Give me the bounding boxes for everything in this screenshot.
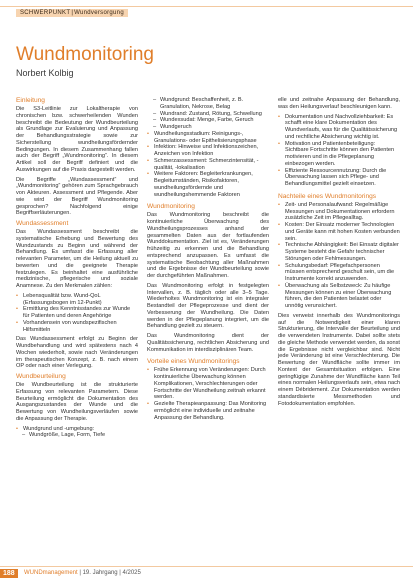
paragraph: Die Begriffe „Wundassessment“ und „Wundmonitoring“ gehören zum Sprachgebrauch von Akteuren. Assessment und Pflegende. Aber wie wird der Begriff Wundmonitoring gesprochen? Nachfolgend einige Begriffserläuterungen. — [16, 176, 138, 217]
section-separator: | — [71, 10, 74, 16]
bullet-list — [16, 426, 138, 440]
page-number: 188 — [0, 569, 18, 578]
paragraph: Dies verweist innerhalb des Wundmonitorings auf die Notwendigkeit einer klaren Strukturierung, die Intervalle der Beurteilung und die verwendeten Instrumente. Dabei sollte stets die gleiche Methode verwendet werden, da sonst die Ergebnisse nicht vergleichbar sind. Nicht jede Veränderung ist eine Verschlechterung. Die Bewertung der Wundfläche sollte immer im Kontext der Gesamtsituation erfolgen. Eine geringfügige Zunahme der Wundfläche kann Teil eines normalen Heilungsverlaufs sein, etwa nach einem Débridement. Zur Dokumentation werden standardisierte Messmethoden und Fotodokumentation empfohlen. — [278, 312, 400, 407]
top-rule — [0, 6, 413, 7]
list-item: • Technische Abhängigkeit: Bei Einsatz digitaler Systeme besteht die Gefahr technischer Störungen oder Fehlmessungen. — [278, 242, 400, 262]
list-item: • Vorhandensein von wundspezifischen Hilfsmitteln — [16, 320, 138, 334]
list-item: • Effiziente Ressourcennutzung: Durch die Überwachung lassen sich Pflege- und Behandlungsmittel gezielt einsetzen. — [278, 168, 400, 188]
list-item: • Lebensqualität bzw. Wund-QoL (Erfassungsbogen im 12-Punkt) — [16, 293, 138, 307]
sub-list-item: – Wundexsudat: Menge, Farbe, Geruch — [147, 117, 269, 124]
text-column-2 — [147, 97, 269, 424]
section-heading: Wundmonitoring — [147, 203, 195, 211]
section-heading: Einleitung — [16, 97, 45, 104]
list-item: • Überwachung als Selbstzweck: Zu häufige Messungen können zu einer Überwachung führen, die den Patienten belastet oder unnötig verunsichert. — [278, 283, 400, 310]
list-item: • Weitere Faktoren: Begleiterkrankungen, Begleitumständen, Risikofaktoren, wundheilungsfördernde und wundheilungshemmende Faktoren — [147, 171, 269, 198]
section-heading: Vorteile eines Wundmonitorings — [147, 358, 240, 366]
list-item: • Gezielte Therapieanpassung: Das Monitoring ermöglicht eine individuelle und zeitnahe Anpassung der Behandlung. — [147, 401, 269, 421]
list-item: • Wundheilungsstadium: Reinigungs-, Granulations- oder Epithelisierungsphase — [147, 131, 269, 145]
section-label: SCHWERPUNKT — [20, 10, 71, 16]
list-item: • Wundgrund und -umgebung: — [16, 426, 138, 433]
paragraph: Das Wundmonitoring beschreibt die kontinuierliche Überwachung des Wundheilungsprozesses anhand der gesammelten Daten aus der fortlaufenden Wunddokumentation. Ziel ist es, Veränderungen frühzeitig zu erkennen und die Behandlung entsprechend anzupassen. Es umfasst die systematische Beobachtung aller Maßnahmen und die Ergebnisse der Wundbeurteilung sowie der durchgeführten Maßnahmen. — [147, 212, 269, 279]
sub-list-item: – Wundrand: Zustand, Rötung, Schwellung — [147, 111, 269, 118]
sub-list-item: – Wundgeruch — [147, 124, 269, 131]
paragraph: Die Wundbeurteilung ist die strukturierte Erfassung von relevanten Parametern. Diese Beurteilung ermöglicht die Dokumentation des Ausgangszustandes der Wunde und die Bewertung von Wundheilungsverläufen sowie die Anpassung der Therapie. — [16, 382, 138, 422]
paragraph: Das Wundassessment beschreibt die systematische Erhebung und Bewertung des Wundzustands zu Beginn und während der Behandlung. Es umfasst die Erfassung aller relevanten Parameter, um die Heilung aktuell zu bewerten und die geeignete Therapie festzulegen. Es beinhaltet eine ausführliche medizinische, pflegerische und soziale Anamnese. Zu den Merkmalen zählen: — [16, 229, 138, 289]
list-item: • Frühe Erkennung von Veränderungen: Durch kontinuierliche Überwachung können Komplikationen, Verschlechterungen oder Fortschritte der Wundheilung zeitnah erkannt werden. — [147, 367, 269, 401]
list-item: • Ermittlung des Kenntnisstandes zur Wunde für Patienten und deren Angehörige — [16, 306, 138, 320]
list-item: • Schmerzassessment: Schmerzintensität, -qualität, -lokalisation — [147, 158, 269, 172]
section-tag — [16, 9, 128, 17]
topic-label: Wundversorgung — [74, 10, 124, 16]
sub-list-item: – Wundgrund: Beschaffenheit, z. B. Granulation, Nekrose, Belag — [147, 97, 269, 111]
article-author: Norbert Kolbig — [16, 68, 74, 78]
list-item: • Zeit- und Personalaufwand: Regelmäßige Messungen und Dokumentationen erfordern zusätzliche Zeit im Pflegealltag. — [278, 202, 400, 222]
paragraph: elle und zeitnahe Anpassung der Behandlung, was den Heilungsverlauf beschleunigen kann. — [278, 97, 400, 110]
journal-name: WUNDmanagement — [24, 570, 78, 576]
bullet-list — [147, 367, 269, 421]
paragraph: Die S3-Leitlinie zur Lokaltherapie von chronischen bzw. schwerheilenden Wunden beschreibt die Bedeutung der Wundbeurteilung als Grundlage zur Evaluierung und Anpassung der Behandlungsstrategie sowie zur Sicherstellung wundheilungsfördernder Bedingungen. In diesem Zusammenhang fallen auch der Begriff „Wundmonitoring“. In diesem Artikel soll der Begriff definiert und die Auswirkungen auf die Praxis dargestellt werden. — [16, 106, 138, 173]
list-item: • Dokumentation und Nachvollziehbarkeit: Es schafft eine klare Dokumentation des Wundverlaufs, was für die Qualitätssicherung und rechtliche Absicherung wichtig ist. — [278, 114, 400, 141]
section-heading: Wundassessment — [16, 220, 69, 227]
bullet-list — [147, 97, 269, 198]
list-item: • Kosten: Der Einsatz moderner Technologien und Geräte kann mit hohen Kosten verbunden sein. — [278, 222, 400, 242]
journal-issue: | 19. Jahrgang | 4/2025 — [79, 570, 141, 576]
paragraph: Das Wundmonitoring erfolgt in festgelegten Intervallen, z. B. täglich oder alle 3–5 Tage. Wiederholtes Wundmonitoring ist ein integraler Bestandteil der Pflegeprozesse und dient der Verbesserung der Wundheilung. Die Daten werden in der Pflegeplanung integriert, um die Behandlung gezielt zu steuern. — [147, 282, 269, 330]
bullet-list — [16, 293, 138, 334]
list-item: • Infektion: Hinweise und Infektionszeichen, Anzeichen von Infektion — [147, 144, 269, 158]
section-heading: Wundbeurteilung — [16, 373, 66, 380]
section-heading: Nachteile eines Wundmonitorings — [278, 192, 377, 200]
list-item: • Schulungsbedarf: Pflegefachpersonen müssen entsprechend geschult sein, um die Instrumente korrekt anzuwenden. — [278, 263, 400, 283]
sub-list-item: – Wundgröße, Lage, Form, Tiefe — [16, 432, 138, 439]
paragraph: Das Wundassessment erfolgt zu Beginn der Wundbehandlung und wird spätestens nach 4 Wochen wiederholt, sowie nach Veränderungen im therapeutischen Konzept, z. B. nach einem OP oder nach einer Verlegung. — [16, 336, 138, 370]
bullet-list — [278, 202, 400, 310]
list-item: • Motivation und Patientenbeteiligung: Sichtbare Fortschritte können den Patienten motivieren und in die Pflegeplanung einbezogen werden. — [278, 141, 400, 168]
article-title: Wundmonitoring — [16, 44, 155, 65]
journal-line — [24, 570, 141, 576]
footer-rule — [0, 566, 413, 567]
text-column-3 — [278, 97, 400, 410]
bullet-list — [278, 114, 400, 188]
paragraph: Das Wundmonitoring dient der Qualitätssicherung, rechtlichen Absicherung und Kommunikation im interdisziplinären Team. — [147, 333, 269, 353]
text-column-1 — [16, 97, 138, 442]
